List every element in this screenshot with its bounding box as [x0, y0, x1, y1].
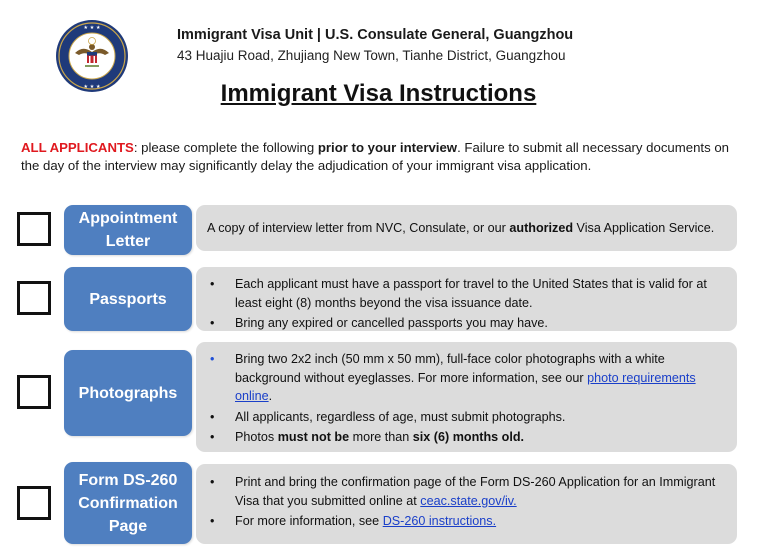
list-item: • All applicants, regardless of age, must submit photographs. [196, 408, 737, 427]
ds260-instructions-link[interactable]: DS-260 instructions. [382, 514, 497, 528]
list-item: • Bring any expired or cancelled passports you may have. [196, 314, 737, 333]
label-line: Appointment [78, 210, 178, 227]
intro-emphasis: prior to your interview [317, 140, 458, 155]
appointment-letter-checkbox[interactable] [17, 212, 51, 246]
bullet-text: Bring two 2x2 inch (50 mm x 50 mm), full-face color photographs with a white background without eyeglasses. For more information, see our [235, 352, 665, 385]
ceac-link[interactable]: ceac.state.gov/iv. [420, 493, 517, 508]
label-line: Form DS-260 [78, 471, 178, 489]
ds260-description [196, 464, 737, 544]
bullet-text: . [268, 389, 273, 403]
photographs-description [196, 342, 737, 452]
bullet-text: For more information, see [235, 514, 383, 528]
photo-requirements-link[interactable]: photo requirements online [235, 370, 696, 403]
label-line: Confirmation [78, 494, 178, 512]
desc-text: Visa Application Service. [573, 220, 715, 235]
bullet-text: Photos [235, 430, 278, 444]
intro-text-1: : please complete the following [133, 140, 318, 155]
ds260-checkbox[interactable] [17, 486, 51, 520]
ds260-label [64, 462, 192, 544]
svg-text:★ ★ ★: ★ ★ ★ [83, 25, 101, 31]
appointment-letter-description [196, 205, 737, 251]
list-item [196, 428, 737, 447]
passports-label: Passports [64, 267, 192, 331]
photographs-checkbox[interactable] [17, 375, 51, 409]
desc-bold: authorized [509, 220, 574, 235]
list-item [196, 473, 737, 510]
list-item: • Each applicant must have a passport for travel to the United States that is valid for at least eight (8) months beyond the visa issuance date. [196, 275, 737, 312]
bullet-text: more than [349, 430, 413, 444]
bullet-bold: six (6) months old. [412, 430, 525, 444]
list-item [196, 350, 737, 406]
bullet-bold: must not be [277, 430, 350, 444]
all-applicants-label: ALL APPLICANTS [21, 140, 134, 155]
svg-text:★ ★ ★: ★ ★ ★ [83, 84, 101, 90]
intro-paragraph [21, 139, 746, 175]
unit-address: 43 Huajiu Road, Zhujiang New Town, Tianhe District, Guangzhou [177, 48, 566, 63]
bullet-text: Print and bring the confirmation page of the Form DS-260 Application for an Immigrant Visa that you submitted online at [235, 475, 716, 508]
label-line: Page [108, 517, 148, 535]
label-line: Letter [105, 233, 151, 250]
desc-text: A copy of interview letter from NVC, Consulate, or our [207, 220, 510, 235]
unit-title: Immigrant Visa Unit | U.S. Consulate General, Guangzhou [177, 27, 574, 43]
passports-description [196, 267, 737, 331]
document-title: Immigrant Visa Instructions [220, 80, 537, 107]
list-item [196, 512, 737, 531]
appointment-letter-label [64, 205, 192, 255]
intro-text-2: . Failure to submit all necessary documents on the day of the interview may significantly delay the adjudication of your immigrant visa application. [21, 140, 730, 173]
passports-checkbox[interactable] [17, 281, 51, 315]
photographs-label: Photographs [64, 350, 192, 436]
